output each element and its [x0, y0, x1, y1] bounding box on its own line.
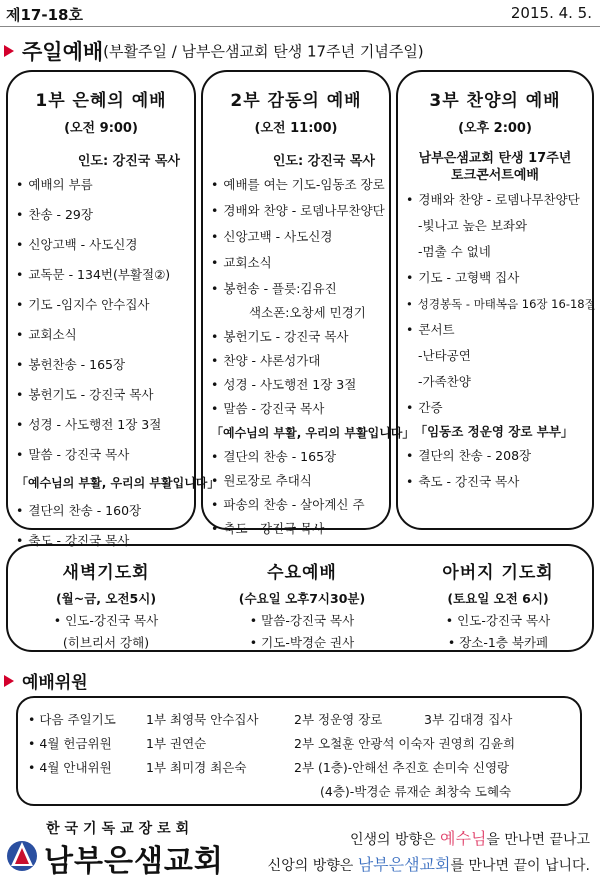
list-item: -난타공연 [418, 348, 471, 363]
triangle-bullet-icon [4, 675, 14, 687]
issue-date: 2015. 4. 5. [510, 4, 592, 22]
service-box-2 [201, 70, 415, 536]
service-order-list [203, 177, 415, 537]
slogan-line-2 [268, 852, 590, 875]
list-item: • 교회소식 [211, 255, 389, 271]
service-leader [398, 150, 592, 184]
service-order-list [8, 177, 220, 549]
list-item: • 교독문 - 134번(부활절②) [16, 267, 194, 283]
service-box-3 [396, 70, 594, 530]
list-item: • 찬송 - 29장 [16, 207, 194, 223]
officer-role: • 4월 안내위원 [28, 756, 146, 780]
service-time: (오후 2:00) [458, 121, 532, 136]
list-item: -가족찬양 [418, 374, 471, 389]
list-item: • 말씀 - 강진국 목사 [211, 401, 389, 417]
list-item: • 결단의 찬송 - 208장 [406, 448, 592, 464]
weekday-time: (수요일 오후7시30분) [238, 591, 366, 606]
weekday-line: • 기도-박경순 권사 [204, 633, 400, 651]
table-row [28, 732, 515, 756]
officer-cell: 2부 (1층)-안해선 추진호 손미숙 신영랑 [294, 760, 510, 775]
list-item: • 신앙고백 - 사도신경 [211, 229, 389, 245]
list-item: • 예배를 여는 기도-임동조 장로 [211, 177, 389, 193]
officer-cell: (4층)-박경순 류재순 최창숙 도혜숙 [320, 784, 512, 799]
weekday-title: 수요예배 [267, 563, 337, 583]
list-item: • 봉헌찬송 - 165장 [16, 357, 194, 373]
church-logo-icon [6, 840, 38, 872]
weekday-box [6, 544, 594, 652]
officer-role: • 4월 헌금위원 [28, 732, 146, 756]
list-item: 색소폰:오창세 민경기 [249, 305, 366, 320]
slogan-line-1 [350, 826, 590, 849]
slogan-text: 을 만나면 끝나고 [486, 832, 590, 848]
officer-cell: 2부 오철훈 안광석 이숙자 권영희 김윤희 [294, 736, 516, 751]
weekday-dawn-prayer [8, 546, 204, 651]
list-item: • 봉헌기도 - 강진국 목사 [211, 329, 389, 345]
list-item: • 기도 -임지수 안수집사 [16, 297, 194, 313]
weekday-title: 새벽기도회 [62, 563, 150, 583]
officers-title: 예배위원 [22, 673, 88, 693]
service-leader: 인도: 강진국 목사 [77, 154, 180, 169]
list-item: • 파송의 찬송 - 살아계신 주 [211, 497, 389, 513]
list-item: • 축도 - 강진국 목사 [211, 521, 389, 537]
list-item: • 축도 - 강진국 목사 [16, 533, 194, 549]
weekday-fathers-prayer [400, 546, 596, 651]
list-item: • 성경 - 사도행전 1장 3절 [211, 377, 389, 393]
weekday-title: 아버지 기도회 [442, 563, 554, 583]
list-item: • 봉헌송 - 플릇:김유진 [211, 281, 389, 297]
weekday-line: • 말씀-강진국 목사 [204, 611, 400, 629]
weekday-line: • 장소-1층 북카페 [400, 633, 596, 651]
service-leader: 인도: 강진국 목사 [272, 154, 375, 169]
slogan-text: 인생의 방향은 [350, 832, 441, 848]
list-item: • 원로장로 추대식 [211, 473, 389, 489]
table-row [28, 780, 515, 804]
slogan-highlight: 예수님 [440, 829, 487, 848]
sermon-title: 「예수님의 부활, 우리의 부활입니다」 [211, 426, 415, 440]
officers-section-title [4, 668, 88, 693]
list-item: • 성경 - 사도행전 1장 3절 [16, 417, 194, 433]
worship-title-main: 주일예배 [22, 40, 104, 64]
service-leader-line2: 토크콘서트예배 [451, 168, 539, 183]
list-item: • 성경봉독 - 마태복음 16장 16-18절 [406, 296, 592, 312]
service-order-list [398, 192, 596, 490]
table-row [28, 756, 515, 780]
weekday-line: (히브리서 강해) [62, 635, 150, 650]
list-item: -빛나고 높은 보좌와 [418, 218, 528, 233]
service-title: 2부 감동의 예배 [230, 91, 362, 111]
service-title: 1부 은혜의 예배 [35, 91, 167, 111]
weekday-line: • 인도-강진국 목사 [8, 611, 204, 629]
worship-title-sub: (부활주일 / 남부은샘교회 탄생 17주년 기념주일) [103, 42, 424, 61]
triangle-bullet-icon [4, 45, 14, 57]
issue-number: 제17-18호 [6, 6, 83, 24]
list-item: • 경배와 찬양 - 로뎀나무찬양단 [211, 203, 389, 219]
service-time: (오전 11:00) [254, 121, 338, 136]
officer-role: • 다음 주일기도 [28, 708, 146, 732]
weekday-wednesday-service [204, 546, 400, 651]
list-item: • 예배의 부름 [16, 177, 194, 193]
list-item: • 콘서트 [406, 322, 592, 338]
service-leader-line1: 남부은샘교회 탄생 17주년 [418, 151, 572, 166]
officer-cell: 3부 김대경 집사 [424, 712, 513, 727]
list-item: • 봉헌기도 - 강진국 목사 [16, 387, 194, 403]
worship-section-title [4, 36, 424, 66]
list-item: • 찬양 - 샤론성가대 [211, 353, 389, 369]
church-name: 남부은샘교회 [44, 844, 224, 879]
weekday-line: • 인도-강진국 목사 [400, 611, 596, 629]
weekday-time: (월~금, 오전5시) [55, 591, 157, 606]
list-item: • 경배와 찬양 - 로뎀나무찬양단 [406, 192, 592, 208]
list-item: • 결단의 찬송 - 165장 [211, 449, 389, 465]
list-item: • 축도 - 강진국 목사 [406, 474, 592, 490]
sermon-title: 「예수님의 부활, 우리의 부활입니다」 [16, 476, 220, 490]
list-item: -멈출 수 없네 [418, 244, 491, 259]
service-box-1 [6, 70, 220, 548]
list-item: • 말씀 - 강진국 목사 [16, 447, 194, 463]
list-item: • 결단의 찬송 - 160장 [16, 503, 194, 519]
header-divider [0, 26, 600, 27]
officer-cell: 1부 최영묵 안수집사 [146, 712, 259, 727]
service-time: (오전 9:00) [64, 121, 138, 136]
service-title: 3부 찬양의 예배 [429, 91, 561, 111]
table-row [28, 708, 515, 732]
list-item: • 간증 [406, 400, 592, 416]
weekday-time: (토요일 오전 6시) [447, 591, 549, 606]
list-item: • 기도 - 고형백 집사 [406, 270, 592, 286]
slogan-text: 를 만나면 끝이 납니다. [450, 858, 590, 874]
testimony-title: 「임동조 정운영 장로 부부」 [414, 424, 574, 439]
officers-box [16, 696, 582, 806]
list-item: • 교회소식 [16, 327, 194, 343]
list-item: • 신앙고백 - 사도신경 [16, 237, 194, 253]
officers-table [28, 708, 515, 804]
officer-cell: 1부 최미경 최은숙 [146, 760, 247, 775]
denomination-name: 한국기독교장로회 [46, 821, 195, 837]
slogan-highlight: 남부은샘교회 [357, 855, 451, 874]
slogan-text: 신앙의 방향은 [267, 858, 358, 874]
officer-cell: 2부 정운영 장로 [294, 712, 383, 727]
officer-cell: 1부 권연순 [146, 736, 207, 751]
